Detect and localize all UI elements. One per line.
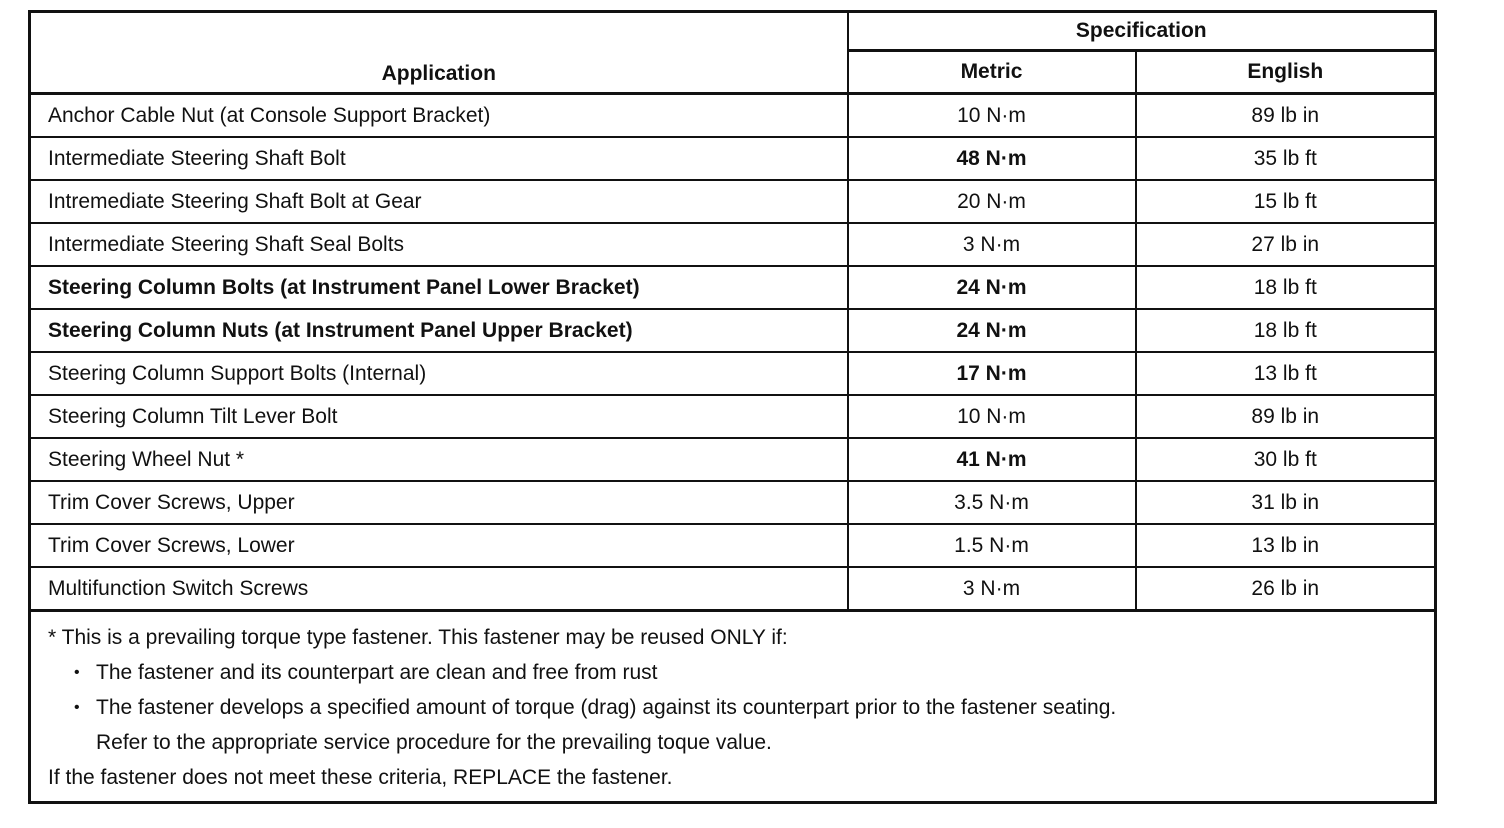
english-cell: 15 lb ft bbox=[1136, 180, 1436, 223]
application-cell: Steering Wheel Nut * bbox=[30, 438, 848, 481]
metric-cell: 3 N·m bbox=[848, 223, 1136, 266]
bullet-icon: • bbox=[74, 699, 80, 716]
english-cell: 30 lb ft bbox=[1136, 438, 1436, 481]
table-row bbox=[30, 352, 1436, 395]
english-cell: 31 lb in bbox=[1136, 481, 1436, 524]
metric-cell: 10 N·m bbox=[848, 395, 1136, 438]
table-row bbox=[30, 524, 1436, 567]
footnote-intro: * This is a prevailing torque type fastener. This fastener may be reused ONLY if: bbox=[48, 626, 788, 649]
metric-cell: 24 N·m bbox=[848, 309, 1136, 352]
footnote-bullet-list bbox=[48, 655, 1417, 760]
english-cell: 89 lb in bbox=[1136, 395, 1436, 438]
english-column-header: English bbox=[1136, 51, 1436, 94]
metric-column-header: Metric bbox=[848, 51, 1136, 94]
header-row-top bbox=[30, 12, 1436, 51]
application-cell: Multifunction Switch Screws bbox=[30, 567, 848, 611]
metric-cell: 10 N·m bbox=[848, 94, 1136, 138]
table-row bbox=[30, 438, 1436, 481]
footnote-bullet-text: The fastener develops a specified amount of torque (drag) against its counterpart prior to the fastener seating. bbox=[96, 696, 1117, 719]
bullet-icon: • bbox=[74, 664, 80, 681]
metric-cell: 1.5 N·m bbox=[848, 524, 1136, 567]
footnote-cell bbox=[30, 611, 1436, 803]
table-body bbox=[30, 94, 1436, 803]
metric-cell: 24 N·m bbox=[848, 266, 1136, 309]
table-row bbox=[30, 223, 1436, 266]
application-cell: Steering Column Tilt Lever Bolt bbox=[30, 395, 848, 438]
english-cell: 26 lb in bbox=[1136, 567, 1436, 611]
footnote-bullet bbox=[76, 690, 1417, 760]
english-cell: 13 lb in bbox=[1136, 524, 1436, 567]
metric-cell: 3 N·m bbox=[848, 567, 1136, 611]
application-cell: Steering Column Support Bolts (Internal) bbox=[30, 352, 848, 395]
footnote-row bbox=[30, 611, 1436, 803]
application-cell: Intermediate Steering Shaft Bolt bbox=[30, 137, 848, 180]
table-row bbox=[30, 309, 1436, 352]
table-row bbox=[30, 481, 1436, 524]
table-row bbox=[30, 180, 1436, 223]
application-cell: Trim Cover Screws, Upper bbox=[30, 481, 848, 524]
table-row bbox=[30, 266, 1436, 309]
application-cell: Anchor Cable Nut (at Console Support Bracket) bbox=[30, 94, 848, 138]
metric-cell: 17 N·m bbox=[848, 352, 1136, 395]
english-cell: 13 lb ft bbox=[1136, 352, 1436, 395]
footnote-bullet-continuation: Refer to the appropriate service procedure for the prevailing toque value. bbox=[96, 731, 772, 754]
application-cell: Trim Cover Screws, Lower bbox=[30, 524, 848, 567]
footnote-bullet-text: The fastener and its counterpart are clean and free from rust bbox=[96, 661, 658, 684]
footnote-closing: If the fastener does not meet these criteria, REPLACE the fastener. bbox=[48, 766, 673, 789]
english-cell: 35 lb ft bbox=[1136, 137, 1436, 180]
footnote-bullet bbox=[76, 655, 1417, 690]
application-cell: Steering Column Nuts (at Instrument Panel Upper Bracket) bbox=[30, 309, 848, 352]
english-cell: 18 lb ft bbox=[1136, 309, 1436, 352]
table-row bbox=[30, 137, 1436, 180]
table-row bbox=[30, 94, 1436, 138]
english-cell: 89 lb in bbox=[1136, 94, 1436, 138]
application-cell: Intermediate Steering Shaft Seal Bolts bbox=[30, 223, 848, 266]
table-row bbox=[30, 567, 1436, 611]
table-row bbox=[30, 395, 1436, 438]
application-cell: Intremediate Steering Shaft Bolt at Gear bbox=[30, 180, 848, 223]
table-header bbox=[30, 12, 1436, 94]
fastener-specification-table bbox=[28, 10, 1437, 804]
english-cell: 18 lb ft bbox=[1136, 266, 1436, 309]
metric-cell: 41 N·m bbox=[848, 438, 1136, 481]
metric-cell: 48 N·m bbox=[848, 137, 1136, 180]
application-column-header: Application bbox=[30, 12, 848, 94]
english-cell: 27 lb in bbox=[1136, 223, 1436, 266]
metric-cell: 20 N·m bbox=[848, 180, 1136, 223]
specification-column-header: Specification bbox=[848, 12, 1436, 51]
metric-cell: 3.5 N·m bbox=[848, 481, 1136, 524]
application-cell: Steering Column Bolts (at Instrument Panel Lower Bracket) bbox=[30, 266, 848, 309]
